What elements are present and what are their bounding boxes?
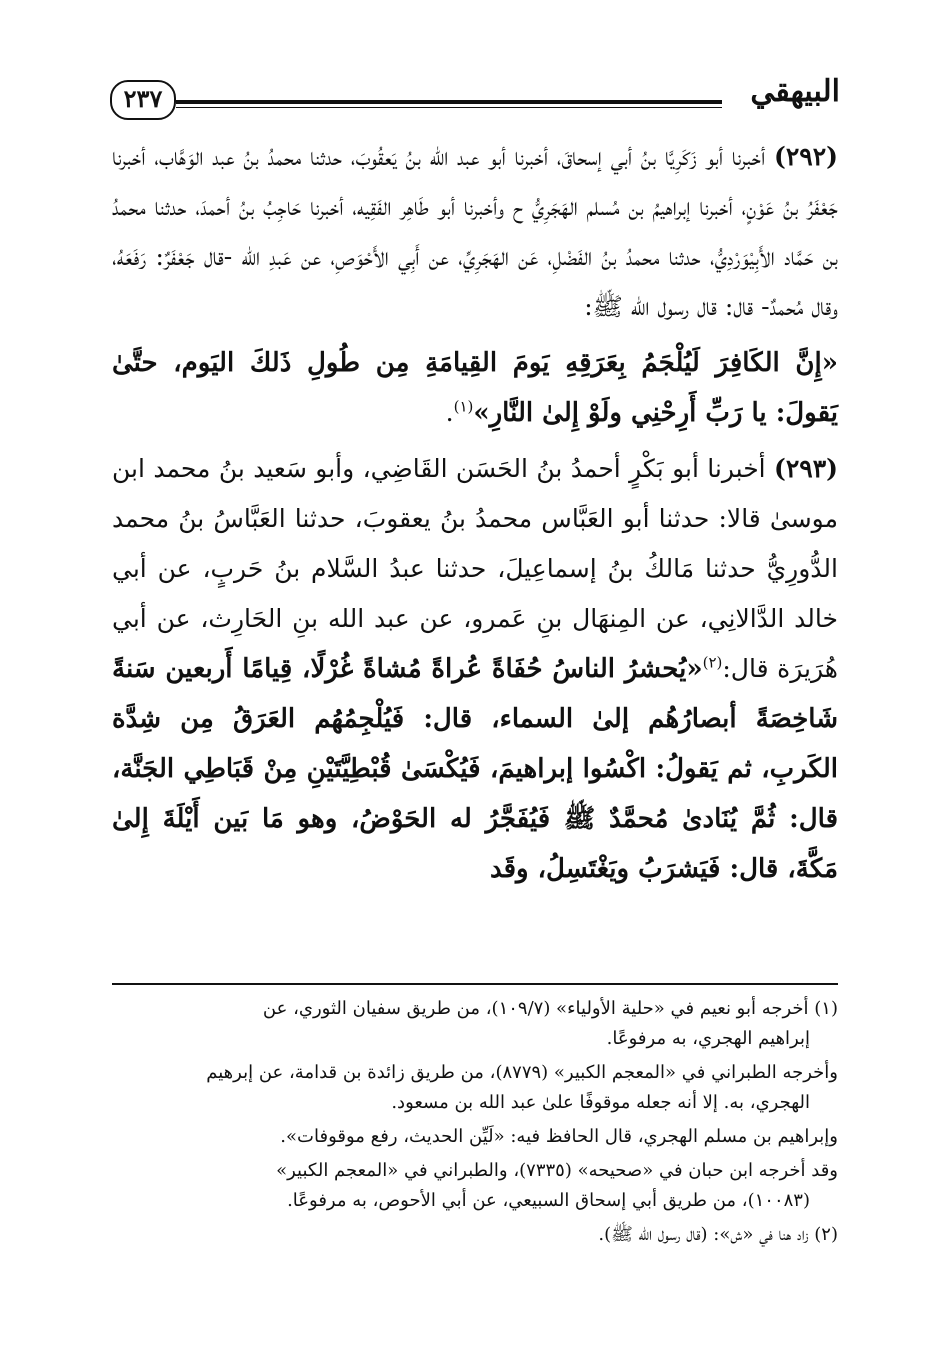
matn-text: «يُحشرُ الناسُ حُفَاةً عُراةً مُشاةً غُرْلًا، قِيامًا أَربعين سَنةً شَاخِصَةً أبصارُهُم إلىٰ السماء، قال: فَيُلْجِمُهُم العَرَقُ مِن شِدَّة الكَربِ، ثم يَقولُ: اكْسُوا إبراهيمَ، فَيُكْسَىٰ قُبْطِيَّتَيْنِ مِنْ قَبَاطِي الجَنَّة، قال: ثُمَّ يُنَادىٰ مُحمَّدٌ ﷺ فَيُفَجَّرُ له الحَوْضُ، وهو مَا بَين أَيْلَةَ إِلىٰ مَكَّةَ، قال: فَيَشرَبُ ويَغْتَسِلُ، وقَد: [112, 654, 838, 884]
header-rule-thin: [176, 107, 722, 108]
book-title: البيهقي: [750, 74, 840, 109]
page-number: ٢٣٧: [110, 80, 176, 120]
hadith-number: (٢٩٣): [774, 454, 838, 483]
footnotes: [112, 994, 838, 1254]
footnote: [112, 1220, 838, 1250]
footnote-continuation: الهجري، به. إلا أنه جعله موقوفًا علىٰ عبد الله بن مسعود.: [391, 1092, 810, 1113]
footnote: [112, 994, 838, 1054]
isnad-text: أخبرنا أبو بَكْرٍ أحمدُ بنُ الحَسَن القَاضِي، وأبو سَعيد بنُ محمد ابن موسىٰ قالا: حدثنا أبو العَبَّاس محمدُ بنُ يعقوبَ، حدثنا العَبَّاسُ بنُ محمد الدُّورِيُّ حدثنا مَالكُ بنُ إسماعِيلَ، حدثنا عبدُ السَّلام بنُ حَربٍ، عن أبي خالد الدَّالانِي، عن المِنهَال بنِ عَمرو، عن عبد الله بنِ الحَارِث، عن أبي هُرَيرَة قال:: [112, 454, 838, 683]
footnote: [112, 1122, 838, 1152]
footnote: [112, 1156, 838, 1216]
hadith-292-matn: [112, 338, 838, 438]
footnote-ref: (٢): [702, 653, 723, 672]
footnote-text: وإبراهيم بن مسلم الهجري، قال الحافظ فيه: «لَيِّن الحديث، رفع موقوفات».: [280, 1126, 838, 1147]
main-text: [112, 132, 838, 894]
footnote-text: وأخرجه الطبراني في «المعجم الكبير» (٨٧٧٩)، من طريق زائدة بن قدامة، عن إبرهيم: [206, 1062, 838, 1083]
hadith-293: [112, 444, 838, 894]
footnote-text: (١) أخرجه أبو نعيم في «حلية الأولياء» (١٠٩/٧)، من طريق سفيان الثوري، عن: [262, 998, 838, 1019]
footnote-continuation: (١٠٠٨٣)، من طريق أبي إسحاق السبيعي، عن أبي الأحوص، به مرفوعًا.: [287, 1190, 810, 1211]
footnote-ref: (١): [453, 397, 474, 416]
footnote: [112, 1058, 838, 1118]
header-rule: [176, 100, 722, 104]
footnote-continuation: إبراهيم الهجري، به مرفوعًا.: [606, 1028, 810, 1049]
hadith-number: (٢٩٢): [774, 142, 838, 171]
hadith-292-isnad: [112, 132, 838, 332]
footnote-text: وقد أخرجه ابن حبان في «صحيحه» (٧٣٣٥)، والطبراني في «المعجم الكبير»: [276, 1160, 838, 1181]
footnote-text: (٢) زاد هنا في «ش»: (قال رسول الله ﷺ).: [598, 1224, 838, 1245]
matn-end: .: [445, 398, 454, 427]
footnote-separator: [112, 983, 838, 985]
page-header: [110, 70, 840, 126]
isnad-text: أخبرنا أبو زَكَرِيَّا بنُ أبي إسحاقَ، أخبرنا أبو عبد الله بنُ يَعقُوبَ، حدثنا محمدُ بنُ عبد الوَهَّاب، أخبرنا جَعْفَرُ بنُ عَوْنٍ، أخبرنا إبراهيمُ بن مُسلم الهَجَرِيُّ ح وأخبرنا أبو طَاهِر الفَقِيه، أخبرنا حَاجِبُ بنُ أحمدَ، حدثنا محمدُ بن حَمَّاد الأَبِيْوَرْدِيُّ، حدثنا محمدُ بنُ الفَضْلِ، عَن الهَجَرِيِّ، عن أَبِي الأَحْوَصِ، عن عَبدِ الله -قال جَعْفَرٌ: رَفَعَهُ، وقال مُحمدٌ- قال: قال رسول الله ﷺ:: [112, 142, 838, 321]
matn-text: «إِنَّ الكَافِرَ لَيُلْجَمُ بِعَرَقِهِ يَومَ القِيامَةِ مِن طُولِ ذَلكَ اليَوم، حتَّىٰ يَقولَ: يا رَبِّ أَرِحْنِي ولَوْ إِلىٰ النَّارِ»: [112, 348, 838, 428]
